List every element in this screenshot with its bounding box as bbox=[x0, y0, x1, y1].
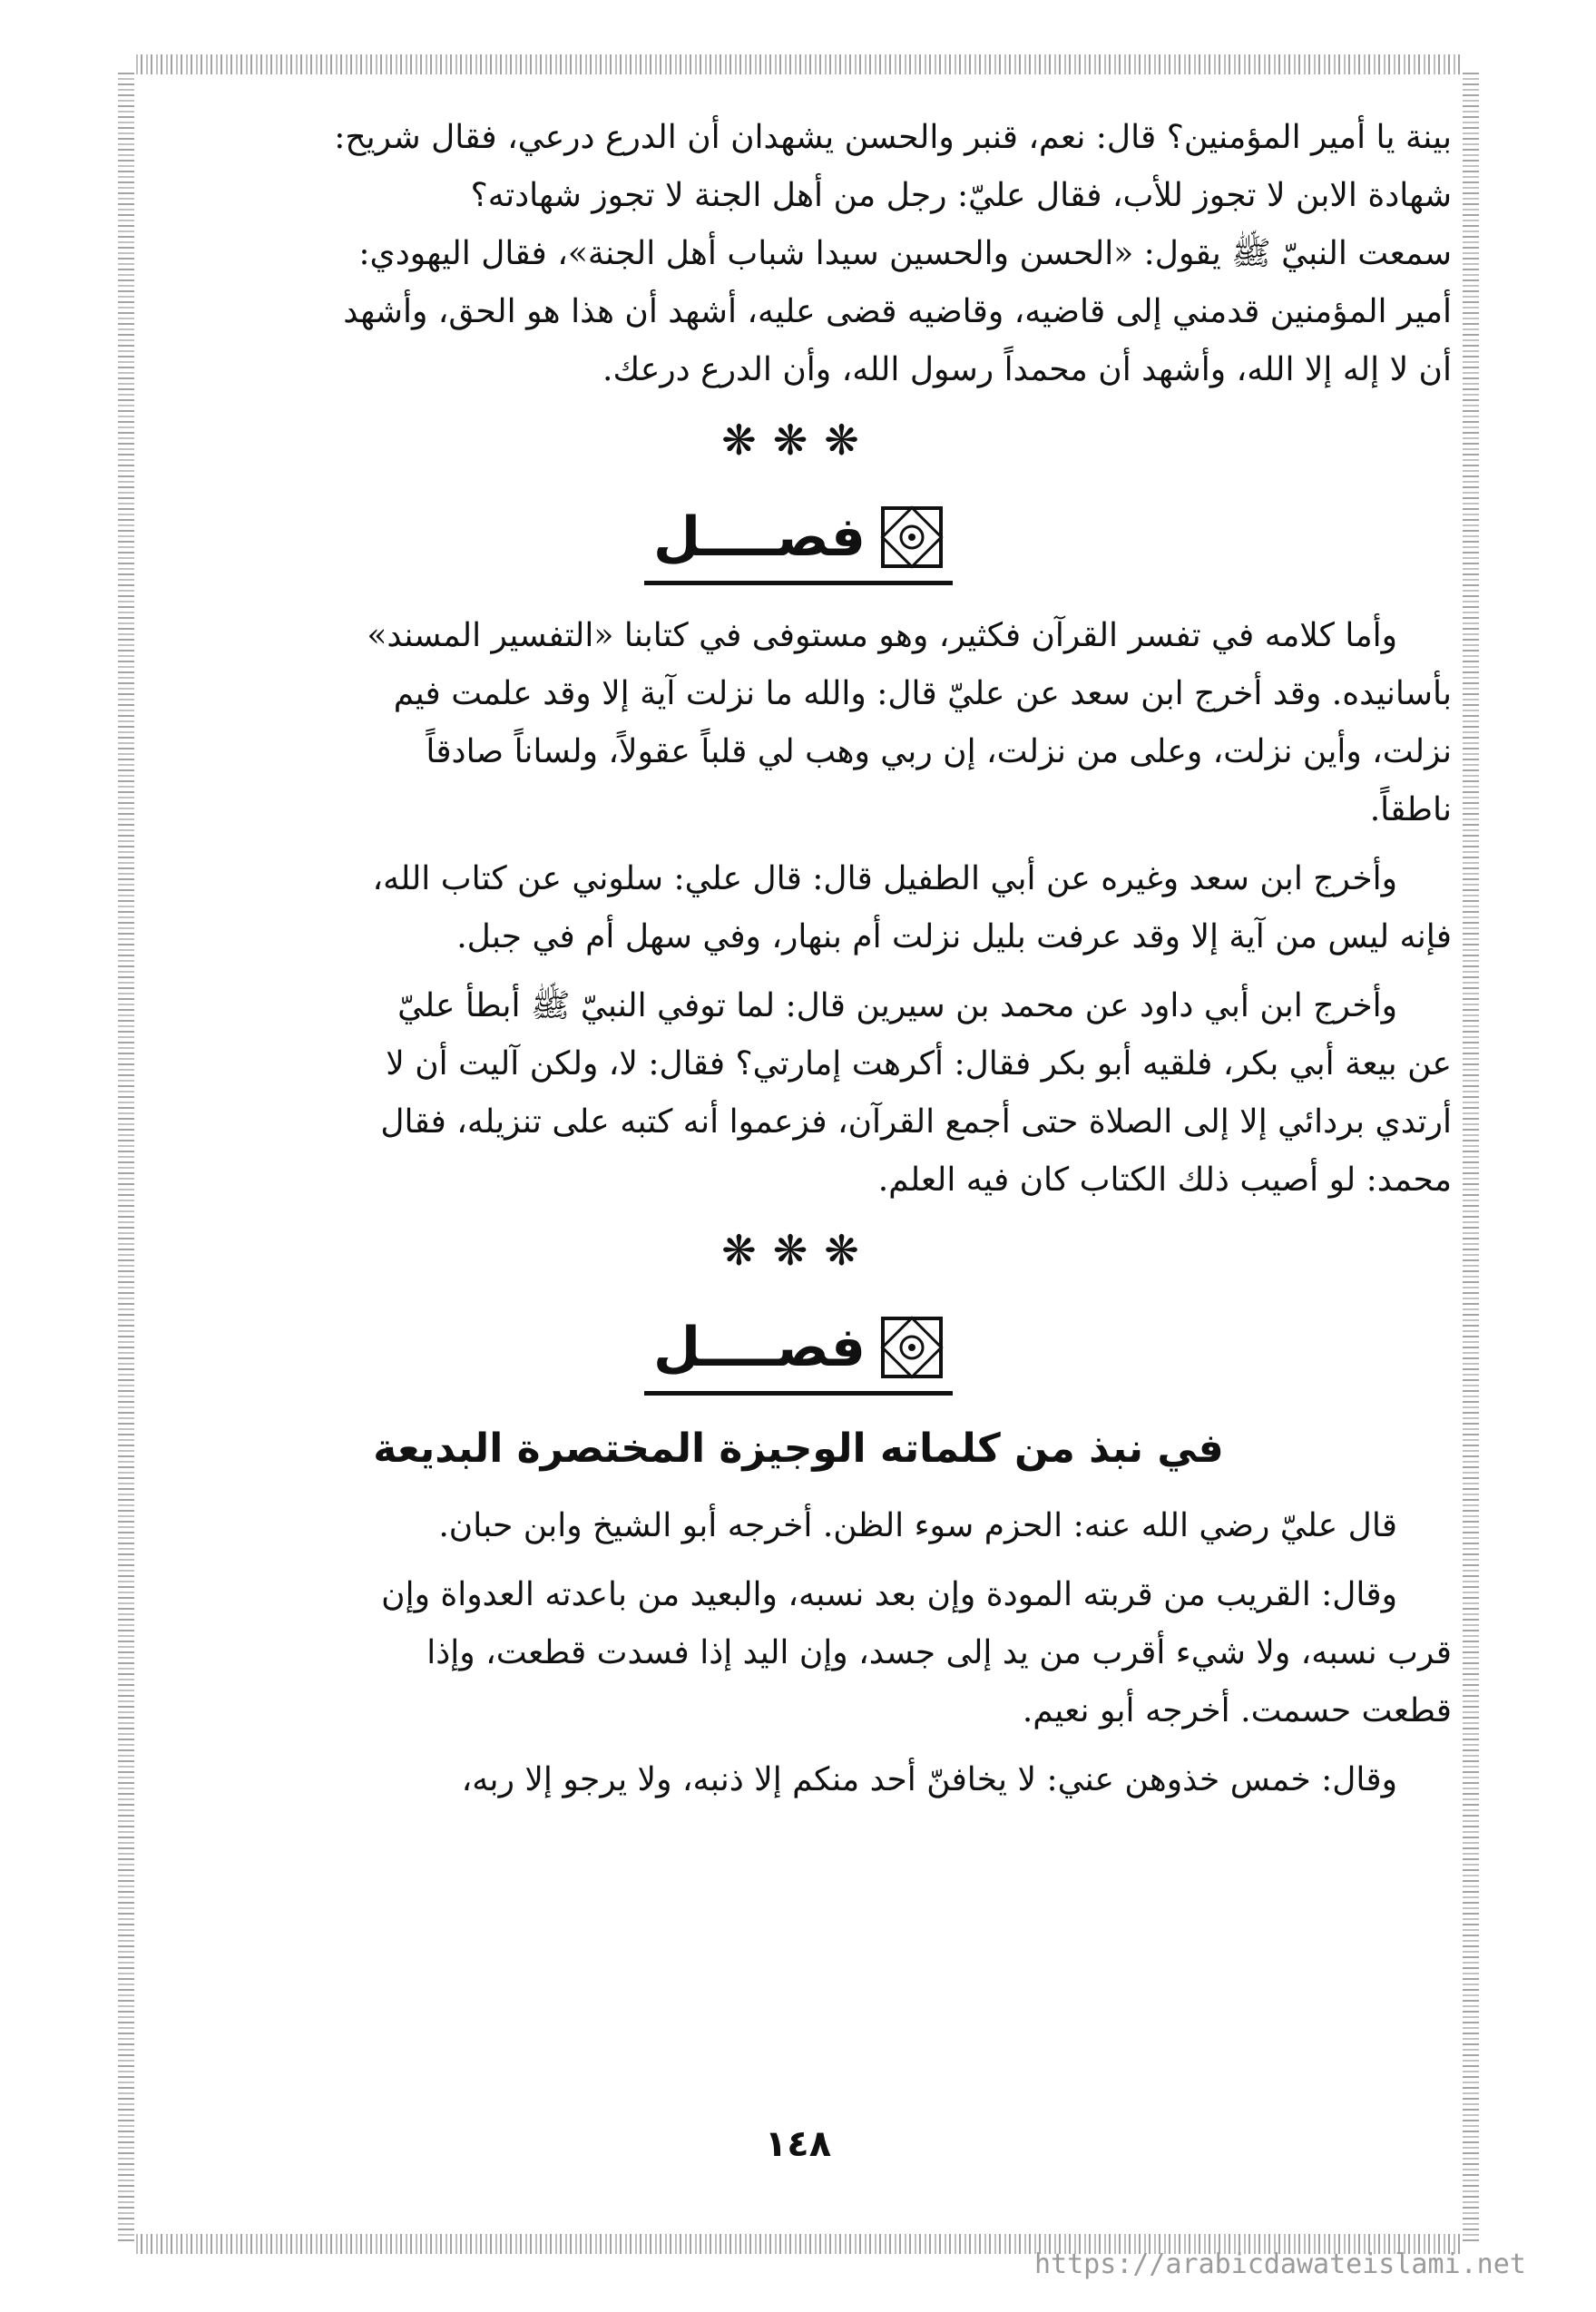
text-line: عن بيعة أبي بكر، فلقيه أبو بكر فقال: أكرهت إمارتي؟ فقال: لا، ولكن آليت أن لا bbox=[386, 1045, 1452, 1083]
text-line: ناطقاً. bbox=[1369, 791, 1452, 828]
paragraph-5 bbox=[145, 1497, 1452, 1555]
page-body bbox=[145, 109, 1452, 1820]
text-line: نزلت، وأين نزلت، وعلى من نزلت، إن ربي وهب لي قلباً عقولاً، ولساناً صادقاً bbox=[426, 733, 1452, 770]
text-line: وقال: خمس خذوهن عني: لا يخافنّ أحد منكم إلا ذنبه، ولا يرجو إلا ربه، bbox=[461, 1761, 1397, 1798]
ornamental-border-left bbox=[118, 73, 134, 2241]
section-subheading: في نبذ من كلماته الوجيزة المختصرة البديعة bbox=[373, 1425, 1224, 1472]
text-line: وقال: القريب من قربته المودة وإن بعد نسبه، والبعيد من باعدته العدواة وإن bbox=[381, 1576, 1397, 1613]
paragraph-1 bbox=[145, 109, 1452, 399]
text-line: بأسانيده. وقد أخرج ابن سعد عن عليّ قال: والله ما نزلت آية إلا وقد علمت فيم bbox=[393, 675, 1452, 712]
ornament-icon bbox=[880, 505, 944, 569]
section-heading-2 bbox=[145, 1311, 1452, 1396]
text-line: أمير المؤمنين قدمني إلى قاضيه، وقاضيه قضى عليه، أشهد أن هذا هو الحق، وأشهد bbox=[343, 293, 1452, 330]
text-line: بينة يا أمير المؤمنين؟ قال: نعم، قنبر والحسن يشهدان أن الدرع درعي، فقال شريح: bbox=[334, 119, 1452, 156]
text-line: قطعت حسمت. أخرجه أبو نعيم. bbox=[1022, 1692, 1452, 1729]
text-line: وأخرج ابن سعد وغيره عن أبي الطفيل قال: قال علي: سلوني عن كتاب الله، bbox=[372, 860, 1397, 897]
paragraph-4 bbox=[145, 977, 1452, 1210]
paragraph-7 bbox=[145, 1751, 1452, 1809]
text-line: محمد: لو أصيب ذلك الكتاب كان فيه العلم. bbox=[877, 1161, 1452, 1199]
paragraph-6 bbox=[145, 1566, 1452, 1740]
paragraph-3 bbox=[145, 850, 1452, 966]
section-heading-1 bbox=[145, 501, 1452, 585]
page-number: ١٤٨ bbox=[764, 2123, 832, 2165]
ornament-icon bbox=[880, 1316, 944, 1379]
text-line: شهادة الابن لا تجوز للأب، فقال عليّ: رجل من أهل الجنة لا تجوز شهادته؟ bbox=[470, 177, 1452, 214]
text-line: وأخرج ابن أبي داود عن محمد بن سيرين قال: لما توفي النبيّ ﷺ أبطأ عليّ bbox=[397, 987, 1397, 1024]
ornamental-border-top bbox=[136, 54, 1460, 74]
paragraph-2 bbox=[145, 607, 1452, 839]
text-line: قرب نسبه، ولا شيء أقرب من يد إلى جسد، وإن اليد إذا فسدت قطعت، وإذا bbox=[426, 1634, 1452, 1671]
text-line: قال عليّ رضي الله عنه: الحزم سوء الظن. أخرجه أبو الشيخ وابن حبان. bbox=[438, 1507, 1397, 1544]
section-title: فصــــل bbox=[653, 505, 866, 569]
text-line: أن لا إله إلا الله، وأشهد أن محمداً رسول الله، وأن الدرع درعك. bbox=[602, 351, 1452, 388]
section-title: فصــــل bbox=[653, 1316, 866, 1379]
separator-stars: ❋❋❋ bbox=[721, 1226, 876, 1275]
ornamental-border-right bbox=[1463, 73, 1479, 2241]
text-line: وأما كلامه في تفسر القرآن فكثير، وهو مستوفى في كتابنا «التفسير المسند» bbox=[367, 617, 1397, 654]
separator-stars: ❋❋❋ bbox=[721, 416, 876, 465]
watermark-url: https://arabicdawateislami.net bbox=[1034, 2248, 1526, 2280]
text-line: أرتدي بردائي إلا إلى الصلاة حتى أجمع القرآن، فزعموا أنه كتبه على تنزيله، فقال bbox=[380, 1103, 1452, 1141]
text-line: سمعت النبيّ ﷺ يقول: «الحسن والحسين سيدا شباب أهل الجنة»، فقال اليهودي: bbox=[358, 235, 1452, 272]
text-line: فإنه ليس من آية إلا وقد عرفت بليل نزلت أم بنهار، وفي سهل أم في جبل. bbox=[456, 918, 1452, 955]
